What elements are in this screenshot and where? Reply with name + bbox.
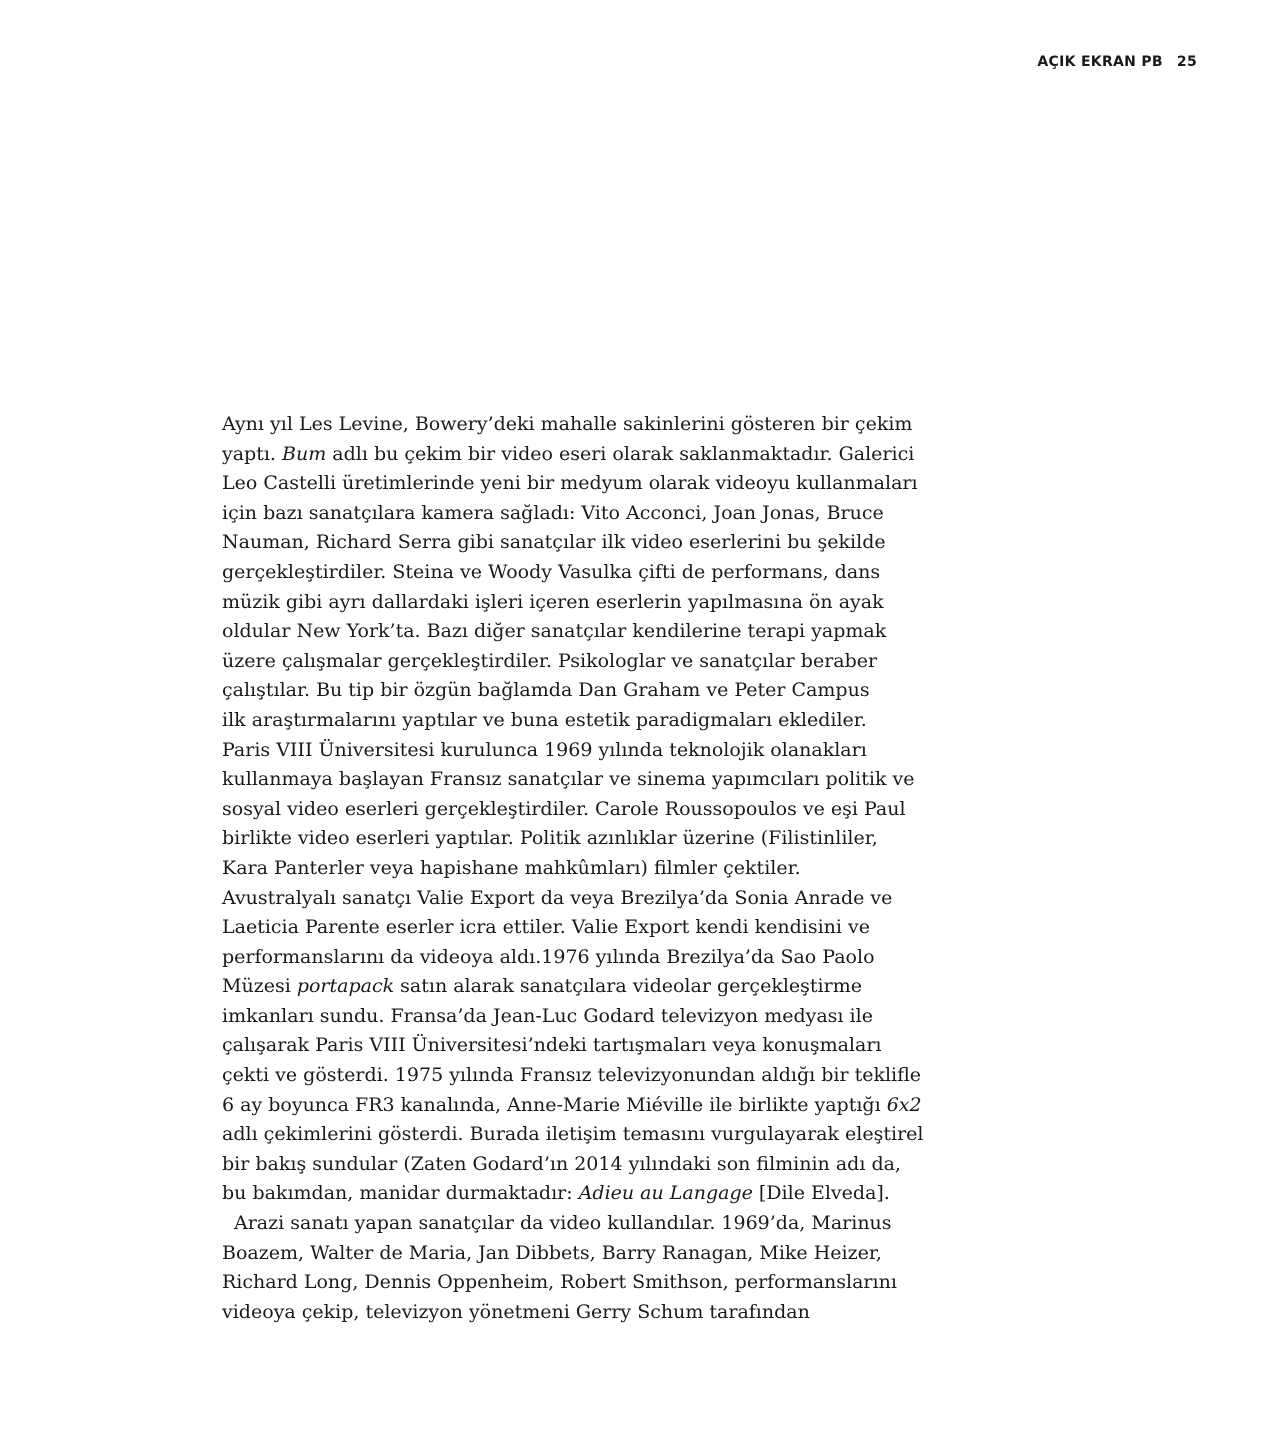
text-segment: Paris VIII Üniversitesi kurulunca 1969 yılında teknolojik olanakları [222,738,867,761]
running-header [1037,54,1197,70]
text-segment: [Dile Elveda]. [752,1182,890,1205]
text-line [222,1120,922,1150]
text-line [222,410,922,440]
text-line [222,469,922,499]
italic-title: 6x2 [886,1093,922,1116]
italic-title: portapack [296,975,395,998]
text-line [222,440,922,470]
text-segment: adlı bu çekim bir video eseri olarak saklanmaktadır. Galerici [326,442,915,465]
text-line [222,736,922,766]
text-segment: adlı çekimlerini gösterdi. Burada iletişim temasını vurgulayarak eleştirel [222,1123,924,1146]
text-line [222,765,922,795]
text-line [222,1209,922,1239]
text-segment: Richard Long, Dennis Oppenheim, Robert Smithson, performanslarını [222,1271,897,1294]
text-segment: Boazem, Walter de Maria, Jan Dibbets, Barry Ranagan, Mike Heizer, [222,1241,882,1264]
text-segment: Aynı yıl Les Levine, Bowery’deki mahalle sakinlerini gösteren bir çekim [222,413,913,435]
text-segment: müzik gibi ayrı dallardaki işleri içeren eserlerin yapılmasına ön ayak [222,590,884,613]
text-segment: yaptı. [222,442,283,465]
text-line [222,1268,922,1298]
text-segment: ilk araştırmalarını yaptılar ve buna estetik paradigmaları eklediler. [222,708,867,731]
text-line [222,528,922,558]
text-segment: birlikte video eserleri yaptılar. Politik azınlıklar üzerine (Filistinliler, [222,827,878,850]
text-segment: performanslarını da videoya aldı.1976 yılında Brezilya’da Sao Paolo [222,945,875,968]
text-line [222,824,922,854]
section-title: AÇIK EKRAN PB [1037,54,1163,70]
text-line [222,1298,922,1328]
text-segment: kullanmaya başlayan Fransız sanatçılar ve sinema yapımcıları politik ve [222,768,915,791]
text-segment: üzere çalışmalar gerçekleştirdiler. Psikologlar ve sanatçılar beraber [222,649,878,672]
text-line [222,1239,922,1269]
text-segment: Laeticia Parente eserler icra ettiler. Valie Export kendi kendisini ve [222,916,870,939]
text-line [222,558,922,588]
text-line [222,647,922,677]
text-segment: çalıştılar. Bu tip bir özgün bağlamda Dan Graham ve Peter Campus [222,679,870,702]
text-segment: 6 ay boyunca FR3 kanalında, Anne-Marie Miéville ile birlikte yaptığı [222,1093,887,1116]
text-line [222,1002,922,1032]
text-segment: Nauman, Richard Serra gibi sanatçılar ilk video eserlerini bu şekilde [222,531,886,554]
text-line [222,1061,922,1091]
text-line [222,1179,922,1209]
text-line [222,706,922,736]
italic-title: Adieu au Langage [578,1182,753,1205]
body-paragraph [222,410,922,1327]
text-line [222,854,922,884]
italic-title: Bum [282,442,327,465]
text-line [222,972,922,1002]
text-segment: Arazi sanatı yapan sanatçılar da video kullandılar. 1969’da, Marinus [234,1212,892,1235]
text-line [222,588,922,618]
text-line [222,1091,922,1121]
text-segment: için bazı sanatçılara kamera sağladı: Vito Acconci, Joan Jonas, Bruce [222,501,884,524]
text-segment: bu bakımdan, manidar durmaktadır: [222,1182,579,1205]
text-line [222,913,922,943]
text-segment: sosyal video eserleri gerçekleştirdiler. Carole Roussopoulos ve eşi Paul [222,797,906,820]
text-line [222,1031,922,1061]
text-line [222,499,922,529]
text-segment: Leo Castelli üretimlerinde yeni bir medyum olarak videoyu kullanmaları [222,472,918,495]
text-segment: Müzesi [222,975,297,998]
text-segment: bir bakış sundular (Zaten Godard’ın 2014 yılındaki son filminin adı da, [222,1152,901,1175]
text-segment: videoya çekip, televizyon yönetmeni Gerry Schum tarafından [222,1300,810,1323]
text-segment: imkanları sundu. Fransa’da Jean-Luc Godard televizyon medyası ile [222,1004,873,1027]
text-segment: Kara Panterler veya hapishane mahkûmları) filmler çektiler. [222,856,801,879]
text-line [222,884,922,914]
page-number: 25 [1176,54,1197,70]
text-segment: satın alarak sanatçılara videolar gerçekleştirme [394,975,862,998]
text-line [222,795,922,825]
text-line [222,943,922,973]
text-line [222,1150,922,1180]
text-segment: çalışarak Paris VIII Üniversitesi’ndeki tartışmaları veya konuşmaları [222,1034,882,1057]
text-segment: çekti ve gösterdi. 1975 yılında Fransız televizyonundan aldığı bir teklifle [222,1064,922,1087]
text-segment: gerçekleştirdiler. Steina ve Woody Vasulka çifti de performans, dans [222,560,881,583]
text-line [222,617,922,647]
text-line [222,676,922,706]
text-segment: Avustralyalı sanatçı Valie Export da veya Brezilya’da Sonia Anrade ve [222,886,893,909]
text-segment: oldular New York’ta. Bazı diğer sanatçılar kendilerine terapi yapmak [222,620,887,643]
